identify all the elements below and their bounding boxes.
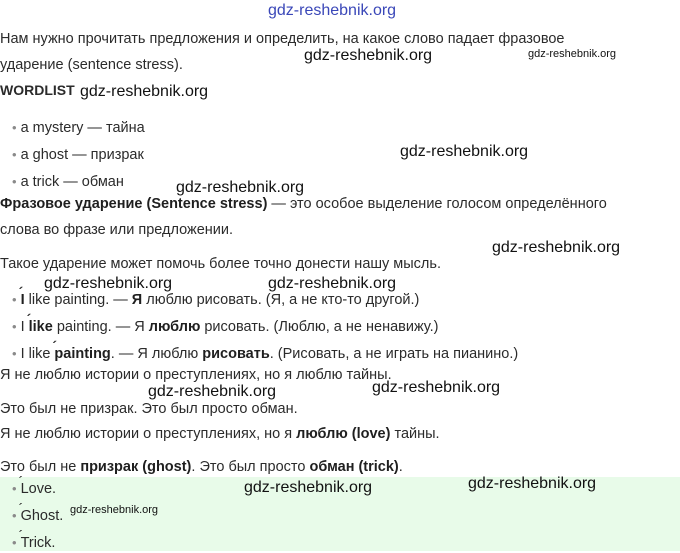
stressed-word: ´ painting [54, 346, 110, 362]
intro-line-1: Нам нужно прочитать предложения и определить, на какое слово падает фразовое [0, 31, 565, 47]
stressed-word: ´ like [29, 319, 53, 335]
bullet-icon: • [12, 535, 17, 550]
stressed-sentence-2: Это был не призрак (ghost). Это был просто обман (trick). [0, 459, 403, 475]
bullet-icon: • [12, 346, 17, 361]
stressed-word: ´ I [21, 292, 25, 308]
definition-line-1: Фразовое ударение (Sentence stress) — это особое выделение голосом определённого [0, 196, 607, 212]
watermark: gdz-reshebnik.org [244, 479, 373, 496]
example-item: • I like ´ painting. — Я люблю рисовать. (Рисовать, а не играть на пианино.) [12, 344, 518, 364]
watermark: gdz-reshebnik.org [148, 383, 277, 400]
helps-text: Такое ударение может помочь более точно донести нашу мысль. [0, 256, 441, 272]
watermark: gdz-reshebnik.org [44, 275, 173, 292]
answer-item: •´ Ghost. [12, 506, 63, 526]
watermark: gdz-reshebnik.org [176, 179, 305, 196]
watermark: gdz-reshebnik.org [400, 143, 529, 160]
bullet-icon: • [12, 292, 17, 307]
wordlist-heading: WORDLIST [0, 82, 75, 98]
answer-item: •´ Trick. [12, 533, 55, 553]
bullet-icon: • [12, 508, 17, 523]
watermark: gdz-reshebnik.org [70, 504, 159, 516]
bullet-icon: • [12, 481, 17, 496]
bullet-icon: • [12, 147, 17, 162]
bullet-icon: • [12, 120, 17, 135]
answer-item: •´ Love. [12, 479, 56, 499]
definition-line-2: слова во фразе или предложении. [0, 222, 234, 238]
watermark: gdz-reshebnik.org [528, 48, 617, 60]
wordlist-item: • a ghost — призрак [12, 147, 144, 163]
bullet-icon: • [12, 319, 17, 334]
watermark: gdz-reshebnik.org [468, 475, 597, 492]
watermark: gdz-reshebnik.org [304, 47, 433, 64]
sentence-2: Это был не призрак. Это был просто обман. [0, 401, 298, 417]
watermark: gdz-reshebnik.org [268, 275, 397, 292]
watermark: gdz-reshebnik.org [372, 379, 501, 396]
sentence-1: Я не люблю истории о преступлениях, но я люблю тайны. [0, 367, 392, 383]
bullet-icon: • [12, 174, 17, 189]
example-item: • I ´ like painting. — Я люблю рисовать. (Люблю, а не ненавижу.) [12, 317, 438, 337]
example-item: •´ I like painting. — Я люблю рисовать. (Я, а не кто-то другой.) [12, 290, 419, 310]
stressed-sentence-1: Я не люблю истории о преступлениях, но я люблю (love) тайны. [0, 426, 440, 442]
watermark: gdz-reshebnik.org [80, 83, 209, 100]
watermark-top: gdz-reshebnik.org [268, 2, 397, 19]
wordlist-item: • a mystery — тайна [12, 120, 145, 136]
wordlist-item: • a trick — обман [12, 174, 124, 190]
intro-line-2: ударение (sentence stress). [0, 57, 183, 73]
definition-term: Фразовое ударение (Sentence stress) [0, 196, 268, 212]
watermark: gdz-reshebnik.org [492, 239, 621, 256]
